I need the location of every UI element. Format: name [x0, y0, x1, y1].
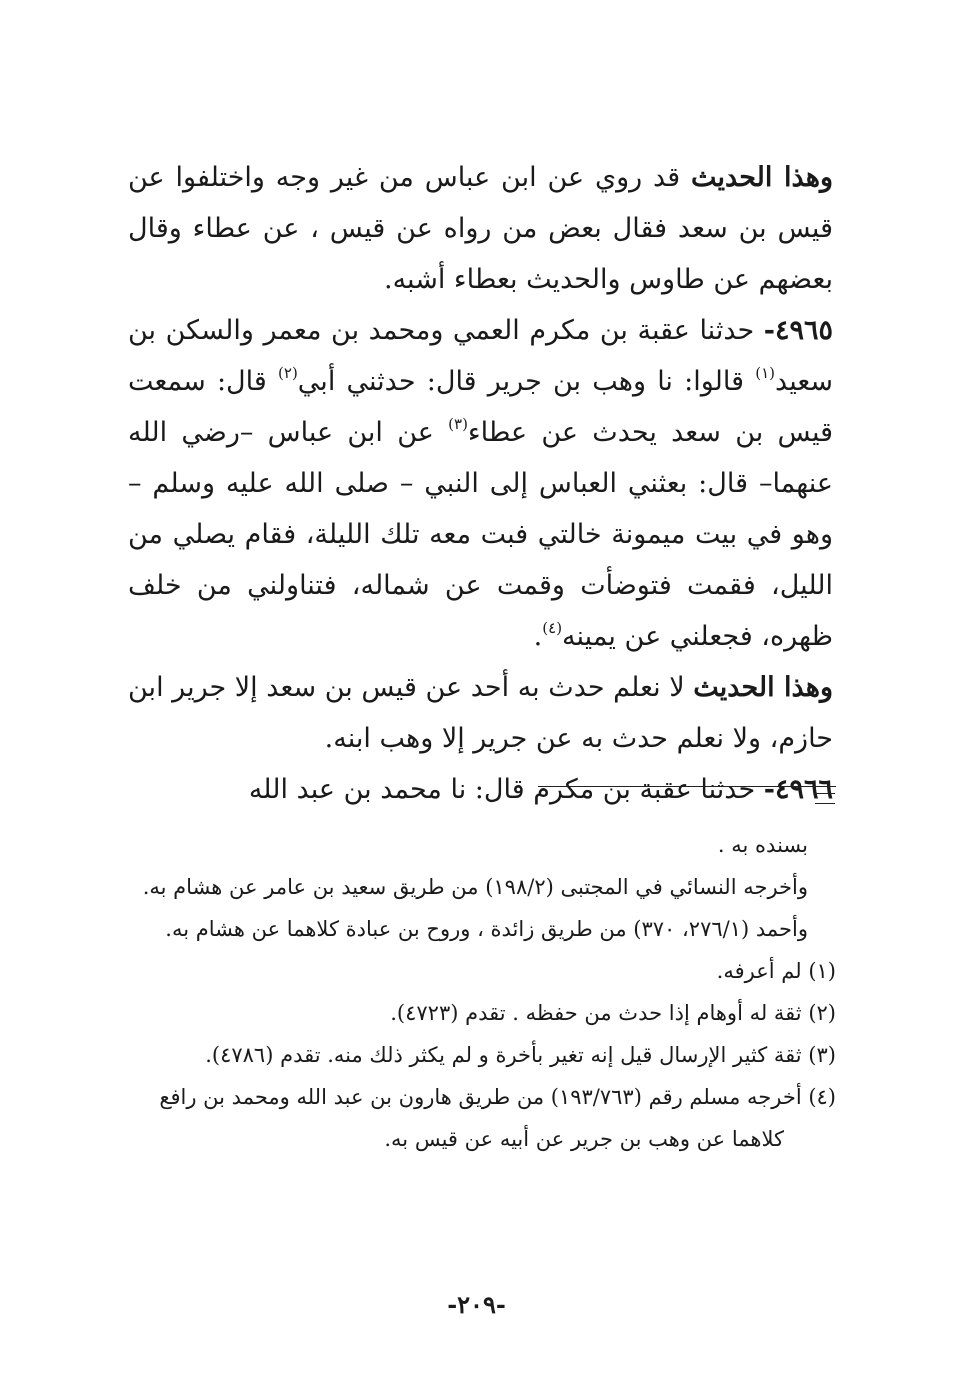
hadith-4965 — [128, 305, 833, 662]
paragraph-text: لا نعلم حدث به أحد عن قيس بن سعد إلا جرير ابن حازم، ولا نعلم حدث به عن جرير إلا وهب ابنه. — [128, 672, 833, 754]
page-number: -٢٠٩- — [447, 1290, 506, 1319]
footnote-3: (٣) ثقة كثير الإرسال قيل إنه تغير بأخرة و لم يكثر ذلك منه. تقدم (٤٧٨٦). — [205, 1043, 836, 1067]
continuation-mark — [815, 793, 835, 804]
footnote-continuation: وأخرجه النسائي في المجتبى (١٩٨/٢) من طريق سعيد بن عامر عن هشام به. — [142, 875, 808, 899]
footnotes — [128, 824, 836, 1160]
hadith-number: ٤٩٦٦- — [763, 774, 833, 805]
footnote-1: (١) لم أعرفه. — [716, 959, 836, 983]
footnote-ref-4: (٤) — [542, 619, 563, 637]
lead-phrase: وهذا الحديث — [693, 672, 833, 703]
footnote-ref-3: (٣) — [448, 415, 468, 433]
footnote-ref-1: (١) — [755, 364, 776, 382]
main-text — [128, 152, 833, 815]
hadith-text: حدثنا عقبة بن مكرم قال: نا محمد بن عبد الله — [248, 774, 756, 805]
footnote-separator — [538, 786, 836, 787]
footnote-4: (٤) أخرجه مسلم رقم (١٩٣/٧٦٣) من طريق هارون بن عبد الله ومحمد بن رافع — [159, 1085, 836, 1109]
hadith-4966 — [128, 764, 833, 815]
hadith-text: عن ابن عباس –رضي الله عنهما– قال: بعثني العباس إلى النبي – صلى الله عليه وسلم – وهو في بيت ميمونة خالتي فبت معه تلك الليلة، فقام يصلي من الليل، فقمت فتوضأت وقمت عن شماله، فتناولني من خلف ظهره، فجعلني عن يمينه — [128, 417, 833, 652]
footnote-4-continued: كلاهما عن وهب بن جرير عن أبيه عن قيس به. — [384, 1127, 784, 1151]
paragraph-text: قد روي عن ابن عباس من غير وجه واختلفوا عن قيس بن سعد فقال بعض من رواه عن قيس ، عن عطاء وقال بعضهم عن طاوس والحديث بعطاء أشبه. — [128, 162, 833, 295]
hadith-end: . — [533, 621, 543, 652]
footnote-continuation: بسنده به . — [717, 833, 808, 857]
paragraph-commentary-2 — [128, 662, 833, 764]
footnote-ref-2: (٢) — [278, 364, 298, 382]
hadith-number: ٤٩٦٥- — [763, 315, 833, 346]
hadith-text: حدثنا عقبة بن مكرم العمي ومحمد بن معمر والسكن بن سعيد — [128, 315, 833, 397]
footnote-2: (٢) ثقة له أوهام إذا حدث من حفظه . تقدم (٤٧٢٣). — [390, 1001, 836, 1025]
hadith-text: قالوا: نا وهب بن جرير قال: حدثني أبي — [297, 366, 745, 397]
footnote-continuation: وأحمد (٢٧٦/١، ٣٧٠) من طريق زائدة ، وروح بن عبادة كلاهما عن هشام به. — [165, 917, 808, 941]
paragraph-commentary-1 — [128, 152, 833, 305]
lead-phrase: وهذا الحديث — [691, 162, 833, 193]
hadith-text: قال: سمعت قيس بن سعد يحدث عن عطاء — [128, 366, 833, 448]
